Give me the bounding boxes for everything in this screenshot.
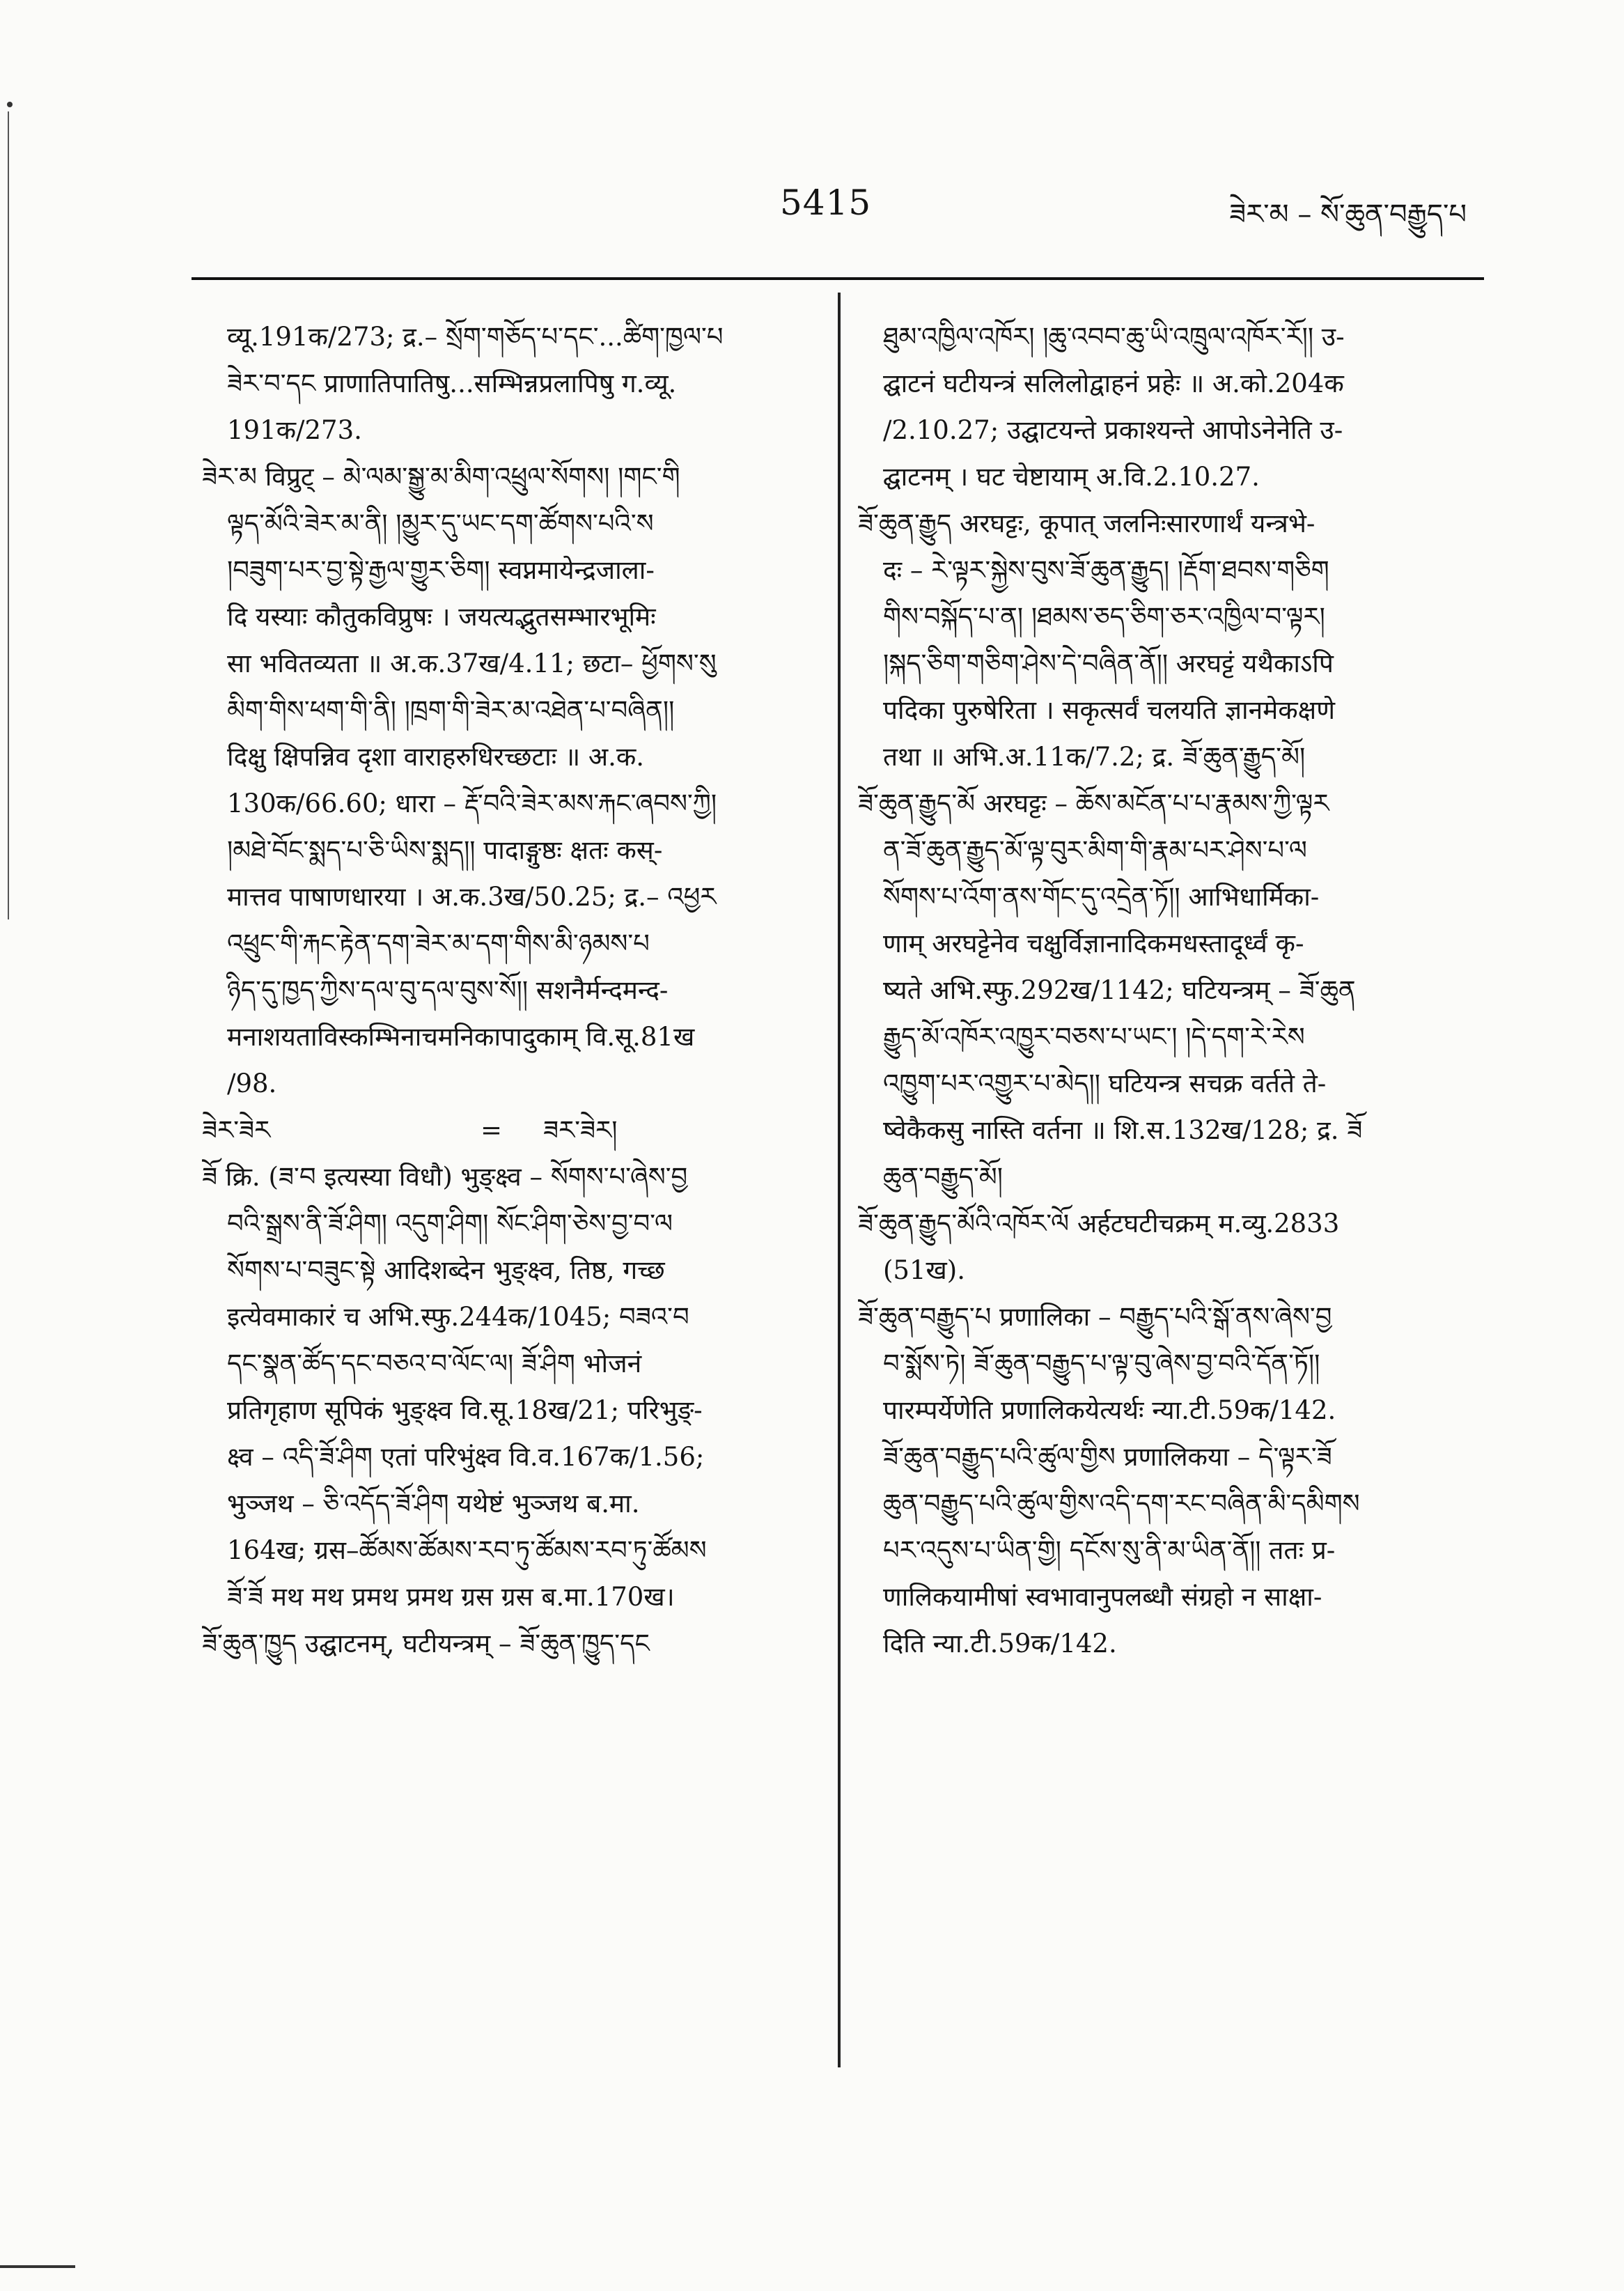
- text-line: पदिका पुरुषेरिता । सकृत्सर्वं चलयति ज्ञानमेकक्षणे: [883, 695, 1335, 725]
- cross-ref-part: ཟར་ཟེར།: [543, 1115, 618, 1145]
- text-line: ཉིད་དུ་ཁྱད་ཀྱིས་དལ་བུ་དལ་བུས་སོ།། सशनैर्मन्दमन्द-: [227, 975, 669, 1005]
- text-line: སོགས་པ་བཟུང་སྟེ आदिशब्देन भुङ्क्ष्व, तिष्ठ, गच्छ: [227, 1255, 665, 1285]
- cross-ref-part: ཟེར་ཟེར: [202, 1115, 271, 1145]
- text-line: ཟོ་ཆུན་རྒྱུད་མོའི་འཁོར་ལོ अर्हटघटीचक्रम् म.व्यु.2833: [858, 1209, 1340, 1238]
- text-line: दि यस्याः कौतुकविप्रुषः । जयत्यद्भुतसम्भारभूमिः: [227, 602, 656, 632]
- text-line: །བཟུག་པར་བྱ་སྟེ་རྒྱལ་གྱུར་ཅིག། स्वप्नमायेन्द्रजाला-: [227, 555, 655, 585]
- running-head: ཟེར་མ – སོ་ཆུན་བརྒྱུད་པ: [1229, 199, 1467, 231]
- text-line: भुञ्जथ – ཅི་འདོད་ཟོ་ཤིག यथेष्टं भुञ्जथ ब.मा.: [227, 1489, 640, 1519]
- text-line: इत्येवमाकारं च अभि.स्फु.244क/1045; བཟའ་བ: [227, 1302, 689, 1332]
- text-line: 191क/273.: [227, 415, 362, 445]
- text-line: 130क/66.60; धारा – རྡོ་བའི་ཟེར་མས་རྐང་ཞབས་ཀྱི།: [227, 789, 717, 818]
- text-line: ཟོ་ཆུན་རྒྱུད अरघट्टः, कूपात् जलनिःसारणार्थं यन्त्रभे-: [858, 508, 1315, 538]
- text-line: ष्वेकैकसु नास्ति वर्तना ॥ शि.स.132ख/128; द्र. ཟོ: [883, 1115, 1363, 1145]
- text-line: མིག་གིས་ཕག་གི་ནི། །ཁྲག་གི་ཟེར་མ་འཐེན་པ་བཞིན།།: [227, 695, 675, 725]
- right-column: [858, 313, 1471, 1667]
- text-line: རྒྱུད་མོ་འཁོར་འཁྱུར་བཅས་པ་ཡང་། །དེ་དག་རེ་རེས: [883, 1022, 1305, 1052]
- text-line: པར་འདུས་པ་ཡིན་གྱི། དངོས་སུ་ནི་མ་ཡིན་ནོ།། ततः प्र-: [883, 1535, 1336, 1565]
- text-line: दः – རེ་ལྟར་སྐྱེས་བུས་ཟོ་ཆུན་རྒྱུད། །རྡོག་ཐབས་གཅིག: [883, 555, 1329, 585]
- text-line: འཕྲུང་གི་རྐང་རྟེན་དག་ཟེར་མ་དག་གིས་མི་ཉམས་པ: [227, 929, 650, 958]
- text-line: द्घाटनं घटीयन्त्रं सलिलोद्वाहनं प्रहेः ॥ अ.को.204क: [883, 368, 1344, 398]
- text-line: ཆུན་བརྒྱུད་མོ།: [883, 1162, 1003, 1192]
- text-line: གིས་བསྐོད་པ་ན། །ཐམས་ཅད་ཅིག་ཅར་འཁྱིལ་བ་ལྟར།: [883, 602, 1325, 632]
- text-line: །མཐེ་བོང་སྨད་པ་ཅི་ཡིས་སྨད།། पादाङ्गुष्ठः क्षतः कस्-: [227, 835, 663, 865]
- text-line: ཆུན་བརྒྱུད་པའི་ཚུལ་གྱིས་འདི་དག་རང་བཞིན་མི་དམིགས: [883, 1489, 1360, 1519]
- text-line: दिति न्या.टी.59क/142.: [883, 1629, 1117, 1659]
- text-line: དང་སྣན་ཚོད་དང་བཅའ་བ་ལོང་ལ། ཟོ་ཤིག भोजनं: [227, 1349, 642, 1379]
- text-line: ཟོ་ཆུན་བརྒྱུད་པ प्रणालिका – བརྒྱུད་པའི་སྒོ་ནས་ཞེས་བྱ: [858, 1302, 1332, 1332]
- text-line: प्रतिगृहाण सूपिकं भुङ्क्ष्व वि.सू.18ख/21; परिभुङ्-: [227, 1395, 703, 1425]
- text-line: तथा ॥ अभि.अ.11क/7.2; द्र. ཟོ་ཆུན་རྒྱུད་མོ།: [883, 742, 1306, 772]
- text-line: སོགས་པ་འོག་ནས་གོང་དུ་འདྲེན་ཏོ།། आभिधार्मिका-: [883, 882, 1320, 912]
- text-line: འཁྱུག་པར་འགྱུར་པ་མེད།། घटियन्त्र सचक्र वर्तते ते-: [883, 1069, 1327, 1098]
- column-divider: [838, 293, 841, 2067]
- text-line: ན་ཟོ་ཆུན་རྒྱུད་མོ་ལྟ་བུར་མིག་གི་རྣམ་པར་ཤེས་པ་ལ: [883, 835, 1307, 865]
- text-line: ཟེར་མ विप्रुट् – མེ་ལམ་སྒྱུ་མ་མིག་འཕྲུལ་སོགས། །གང་གི: [202, 462, 680, 492]
- text-line: 164ख; ग्रस–ཚོམས་ཚོམས་རབ་ཏུ་ཚོམས་རབ་ཏུ་ཚོམས: [227, 1535, 707, 1565]
- text-line: /2.10.27; उद्घाटयन्ते प्रकाश्यन्ते आपोऽनेनेति उ-: [883, 415, 1343, 445]
- text-line: सा भवितव्यता ॥ अ.क.37ख/4.11; छटा– ཕྱོགས་སུ: [227, 649, 717, 678]
- text-line: བ་སྨོས་ཏེ། ཟོ་ཆུན་བརྒྱུད་པ་ལྟ་བུ་ཞེས་བྱ་བའི་དོན་ཏོ།།: [883, 1349, 1320, 1379]
- text-line: (51ख).: [883, 1255, 965, 1285]
- text-line: मात्तव पाषाणधारया । अ.क.3ख/50.25; द्र.– འཕྱར: [227, 882, 717, 912]
- margin-line: [0, 84, 14, 2173]
- bottom-mark: [0, 2265, 75, 2268]
- text-line: दिक्षु क्षिपन्निव दृशा वाराहरुधिरच्छटाः ॥ अ.क.: [227, 742, 645, 772]
- text-line: द्घाटनम् । घट चेष्टायाम् अ.वि.2.10.27.: [883, 462, 1260, 492]
- text-line: णाम् अरघट्टेनेव चक्षुर्विज्ञानादिकमधस्तादूर्ध्वं कृ-: [883, 929, 1304, 958]
- text-line: ཟོ་ཆུན་ཁྱུད उद्घाटनम्, घटीयन्त्रम् – ཟོ་ཆུན་ཁྱུད་དང: [202, 1629, 650, 1659]
- text-line: ཟོ་ཟོ मथ मथ प्रमथ प्रमथ ग्रस ग्रस ब.मा.170ख।: [227, 1582, 675, 1612]
- text-line: ཟོ་ཆུན་རྒྱུད་མོ अरघट्टः – ཆོས་མངོན་པ་པ་རྣམས་ཀྱི་ལྟར: [858, 789, 1329, 818]
- header-rule: [192, 277, 1484, 280]
- text-line: ཟོ क्रि. (ཟ་བ इत्यस्या विधौ) भुङ्क्ष्व – སོགས་པ་ཞེས་བྱ: [202, 1162, 688, 1192]
- text-line: क्ष्व – འདི་ཟོ་ཤིག एतां परिभुंक्ष्व वि.व.167क/1.56;: [227, 1442, 705, 1472]
- text-line: ष्यते अभि.स्फु.292ख/1142; घटियन्त्रम् – ཟོ་ཆུན: [883, 975, 1356, 1005]
- text-line: བའི་སྒྲས་ནི་ཟོ་ཤིག། འདུག་ཤིག། སོང་ཤིག་ཅེས་བྱ་བ་ལ: [227, 1209, 673, 1238]
- text-line: །སྐད་ཅིག་གཅིག་ཤེས་དེ་བཞིན་ནོ།། अरघट्टं यथैकाऽपि: [883, 649, 1334, 678]
- text-line: पारम्पर्येणेति प्रणालिकयेत्यर्थः न्या.टी.59क/142.: [883, 1395, 1336, 1425]
- text-line: व्यू.191क/273; द्र.– སྲོག་གཅོད་པ་དང་...ཚིག་ཁྱལ་པ: [227, 322, 724, 352]
- text-line: [202, 1107, 808, 1154]
- text-line: /98.: [227, 1069, 277, 1098]
- text-line: ཟེར་བ་དང प्राणातिपातिषु...सम्भिन्नप्रलापिषु ग.व्यू.: [227, 368, 677, 398]
- cross-ref-part: =: [481, 1115, 503, 1145]
- text-line: मनाशयताविस्कम्भिनाचमनिकापादुकाम् वि.सू.81ख: [227, 1022, 695, 1052]
- margin-marks: [0, 84, 14, 2173]
- left-column: [202, 313, 808, 1667]
- page-number: 5415: [780, 182, 872, 223]
- text-line: ཟོ་ཆུན་བརྒྱུད་པའི་ཚུལ་གྱིས प्रणालिकया – དེ་ལྟར་ཟོ: [883, 1442, 1332, 1472]
- text-line: णालिकयामीषां स्वभावानुपलब्धौ संग्रहो न साक्षा-: [883, 1582, 1322, 1612]
- text-line: ཐུམ་འཁྱིལ་འཁོར། །ཆུ་འབབ་ཆུ་ཡི་འཁྲུལ་འཁོར་རོ།། उ-: [883, 322, 1345, 352]
- text-line: ལྟད་མོའི་ཟེར་མ་ནི། །མྱུར་དུ་ཡང་དག་ཚོགས་པའི་ས: [227, 508, 654, 538]
